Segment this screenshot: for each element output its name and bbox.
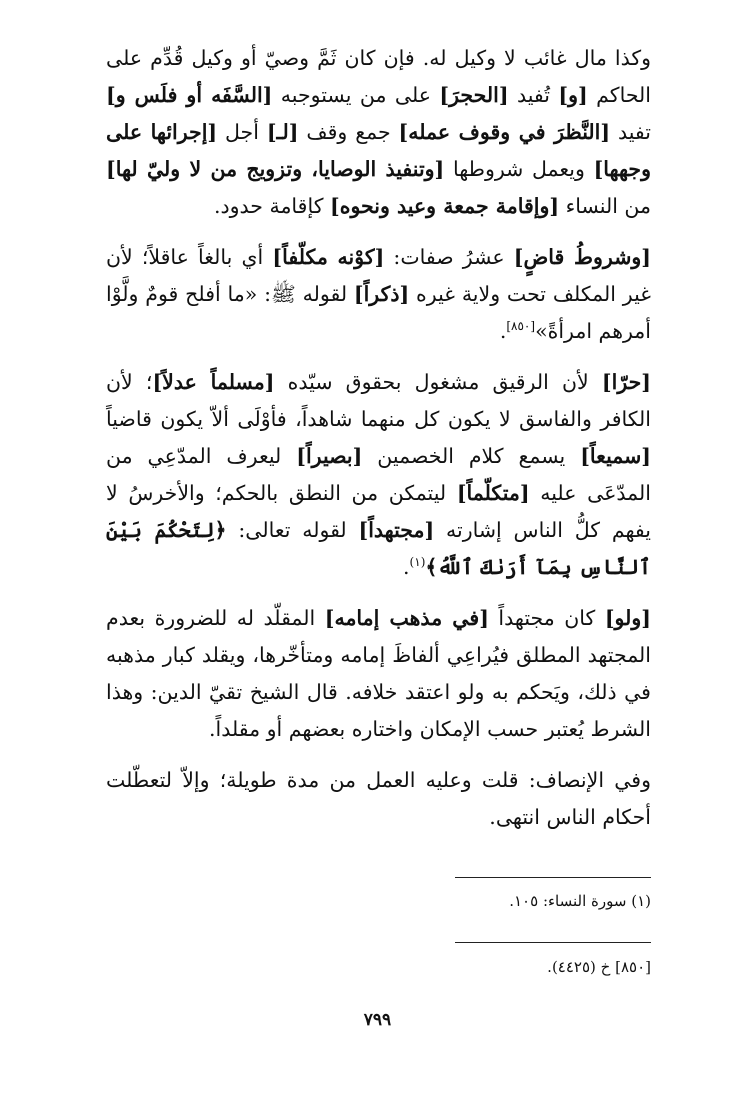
paragraph-5	[106, 762, 651, 836]
bold-term: [لـ]	[266, 120, 299, 144]
paragraph-2	[106, 239, 651, 350]
bold-term: [كوْنه مكلّفاً]	[272, 245, 385, 269]
bold-term: [وشروطُ قاضٍ]	[513, 245, 651, 269]
footnote-ref: (١)	[409, 555, 426, 570]
text-run: ويعمل شروطها	[444, 157, 594, 181]
bold-term: [الحجرَ]	[439, 83, 509, 107]
text-run: تفيد	[610, 120, 651, 144]
text-run: وكذا مال غائب لا وكيل له. فإن كان ثَمَّ وصيّ أو وكيل قُدِّم على الحاكم	[106, 46, 651, 107]
bold-term: [بصيراً]	[296, 444, 363, 468]
footnote-rule-1	[455, 877, 651, 878]
text-run: على من يستوجبه	[272, 83, 440, 107]
text-run: المقلّد له للضرورة بعدم المجتهد المطلق فيُراعِي ألفاظَ إمامه ومتأخّرها، ويقلد كبار مذهبه في ذلك، ويَحكم به ولو اعتقد خلافه. قال الشيخ تقيّ الدين: وهذا الشرط يُعتبر حسب الإمكان واختاره بعضهم أو مقلداً.	[106, 606, 651, 741]
bold-term: [مجتهداً]	[358, 518, 435, 542]
text-run: لأن الرقيق مشغول بحقوق سيّده	[274, 370, 602, 394]
bold-term: [حرّا]	[601, 370, 651, 394]
bold-term: ﴿لِتَحْكُمَ بَيْنَ ٱلنَّاسِ بِمَآ أَرَىٰكَ ٱللَّهُ﴾	[106, 518, 651, 579]
text-run: ؛ لأن الكافر والفاسق لا يكون كل منهما شاهداً، فأوْلَى ألاّ يكون قاضياً	[106, 370, 651, 431]
bold-term: [في مذهب إمامه]	[324, 606, 489, 630]
text-run: لقوله ﷺ:	[257, 282, 354, 306]
bold-term: [ولو]	[604, 606, 651, 630]
text-run: كإقامة حدود.	[213, 194, 330, 218]
text-run: لقوله تعالى:	[226, 518, 359, 542]
text-run: وفي الإنصاف: قلت وعليه العمل من مدة طويلة؛ وإلاّ لتعطّلت أحكام الناس انتهى.	[106, 768, 651, 829]
page-number: ٧٩٩	[363, 1010, 392, 1030]
bold-term: [وإقامة جمعة وعيد ونحوه]	[330, 194, 560, 218]
text-run: .	[403, 555, 410, 579]
text-run: عشرُ صفات:	[384, 245, 514, 269]
bold-term: [و]	[558, 83, 588, 107]
text-run: جمع وقف	[298, 120, 399, 144]
text-run: أجل	[217, 120, 267, 144]
bold-term: [ذكراً]	[353, 282, 410, 306]
text-run: تُفيد	[508, 83, 559, 107]
bold-term: [النَّظرَ في وقوف عمله]	[398, 120, 611, 144]
paragraph-4	[106, 600, 651, 748]
paragraph-1	[106, 40, 651, 225]
text-run: «ما أفلح قومٌ ولَّوْا أمرهم امرأةً»	[106, 282, 651, 343]
text-run: ليتمكن من النطق بالحكم؛ والأخرسُ لا يفهم كلُّ الناس إشارته	[106, 481, 652, 542]
text-run: .	[499, 319, 507, 343]
bold-term: [مسلماً عدلاً]	[152, 370, 275, 394]
bold-term: [سميعاً]	[580, 444, 651, 468]
bold-term: [إجرائها على وجهها]	[106, 120, 651, 181]
main-text	[106, 40, 651, 836]
footnote-ref: [٨٥٠]	[506, 319, 536, 334]
text-run: كان مجتهداً	[488, 606, 605, 630]
footnote-quran: (١) سورة النساء: ١٠٥.	[509, 892, 651, 910]
bold-term: [السَّفَه أو فلَس و]	[106, 83, 273, 107]
paragraph-3	[106, 364, 651, 586]
bold-term: [وتنفيذ الوصايا، وتزويج من لا وليّ لها]	[106, 157, 445, 181]
footnote-rule-2	[455, 942, 651, 943]
bold-term: [متكلّماً]	[456, 481, 530, 505]
text-run: ليعرف المدّعِي من المدّعَى عليه	[106, 444, 651, 505]
text-run: أي بالغاً عاقلاً؛ لأن غير المكلف تحت ولاية غيره	[106, 245, 651, 306]
text-run: من النساء	[559, 194, 651, 218]
footnote-hadith: [٨٥٠] خ (٤٤٢٥).	[547, 958, 651, 976]
text-run: يسمع كلام الخصمين	[362, 444, 581, 468]
